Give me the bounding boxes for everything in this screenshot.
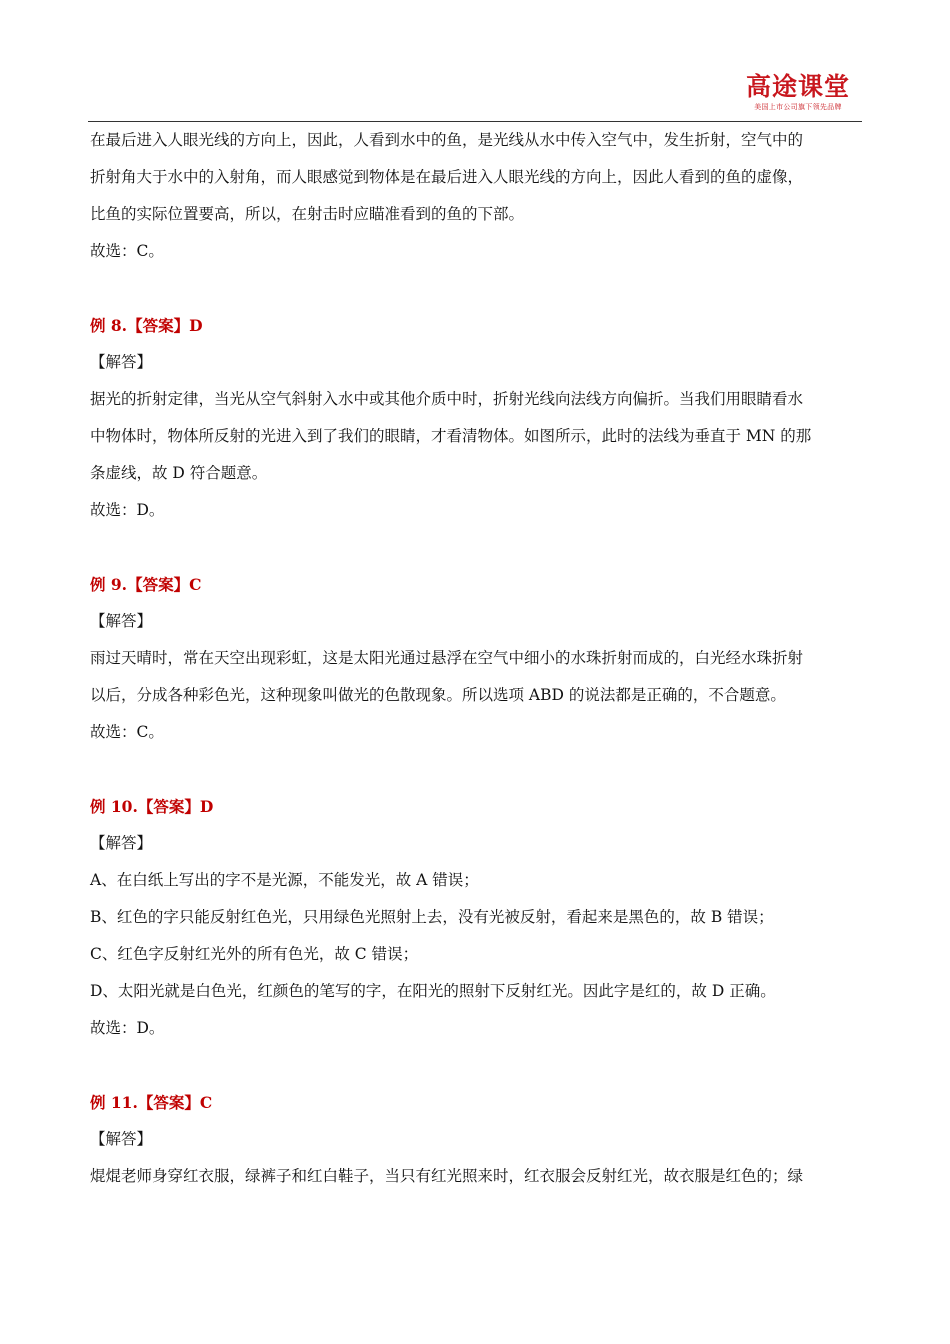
text-line: 据光的折射定律，当光从空气斜射入水中或其他介质中时，折射光线向法线方向偏折。当我们用眼睛看水 xyxy=(90,390,804,408)
text-line: 雨过天晴时，常在天空出现彩虹，这是太阳光通过悬浮在空气中细小的水珠折射而成的，白光经水珠折射 xyxy=(90,649,804,667)
blank-line xyxy=(90,1047,862,1084)
example-heading: 例 8.【答案】D xyxy=(90,316,203,335)
example-heading: 例 11.【答案】C xyxy=(90,1093,213,1112)
page-header xyxy=(88,66,862,122)
example-heading: 例 9.【答案】C xyxy=(90,575,202,594)
solution-label: 【解答】 xyxy=(90,612,153,630)
choice-line: 故选：D。 xyxy=(90,501,165,519)
choice-line: 故选：D。 xyxy=(90,1019,165,1037)
document-body xyxy=(90,122,862,1195)
choice-line: 故选：C。 xyxy=(90,242,164,260)
text-line: 在最后进入人眼光线的方向上，因此，人看到水中的鱼，是光线从水中传入空气中，发生折射，空气中的 xyxy=(90,131,804,149)
text-line: 比鱼的实际位置要高，所以，在射击时应瞄准看到的鱼的下部。 xyxy=(90,205,525,223)
blank-line xyxy=(90,751,862,788)
text-line: D、太阳光就是白色光，红颜色的笔写的字，在阳光的照射下反射红光。因此字是红的，故 D 正确。 xyxy=(90,982,776,1000)
brand-logo xyxy=(746,72,850,112)
logo-subtitle: 美国上市公司旗下领先品牌 xyxy=(754,103,842,111)
text-line: A、在白纸上写出的字不是光源，不能发光，故 A 错误； xyxy=(90,871,479,889)
solution-label: 【解答】 xyxy=(90,1130,153,1148)
blank-line xyxy=(90,529,862,566)
text-line: 中物体时，物体所反射的光进入到了我们的眼睛，才看清物体。如图所示，此时的法线为垂直于 MN 的那 xyxy=(90,427,812,445)
solution-label: 【解答】 xyxy=(90,834,153,852)
logo-title: 高途课堂 xyxy=(745,72,850,101)
example-heading: 例 10.【答案】D xyxy=(90,797,214,816)
choice-line: 故选：C。 xyxy=(90,723,164,741)
text-line: C、红色字反射红光外的所有色光，故 C 错误； xyxy=(90,945,419,963)
text-line: 折射角大于水中的入射角，而人眼感觉到物体是在最后进入人眼光线的方向上，因此人看到的鱼的虚像， xyxy=(90,168,804,186)
solution-label: 【解答】 xyxy=(90,353,153,371)
text-line: B、红色的字只能反射红色光，只用绿色光照射上去，没有光被反射，看起来是黑色的，故 B 错误； xyxy=(90,908,774,926)
text-line: 条虚线，故 D 符合题意。 xyxy=(90,464,268,482)
text-line: 焜焜老师身穿红衣服，绿裤子和红白鞋子，当只有红光照来时，红衣服会反射红光，故衣服是红色的；绿 xyxy=(90,1167,804,1185)
text-line: 以后，分成各种彩色光，这种现象叫做光的色散现象。所以选项 ABD 的说法都是正确的，不合题意。 xyxy=(90,686,786,704)
blank-line xyxy=(90,270,862,307)
